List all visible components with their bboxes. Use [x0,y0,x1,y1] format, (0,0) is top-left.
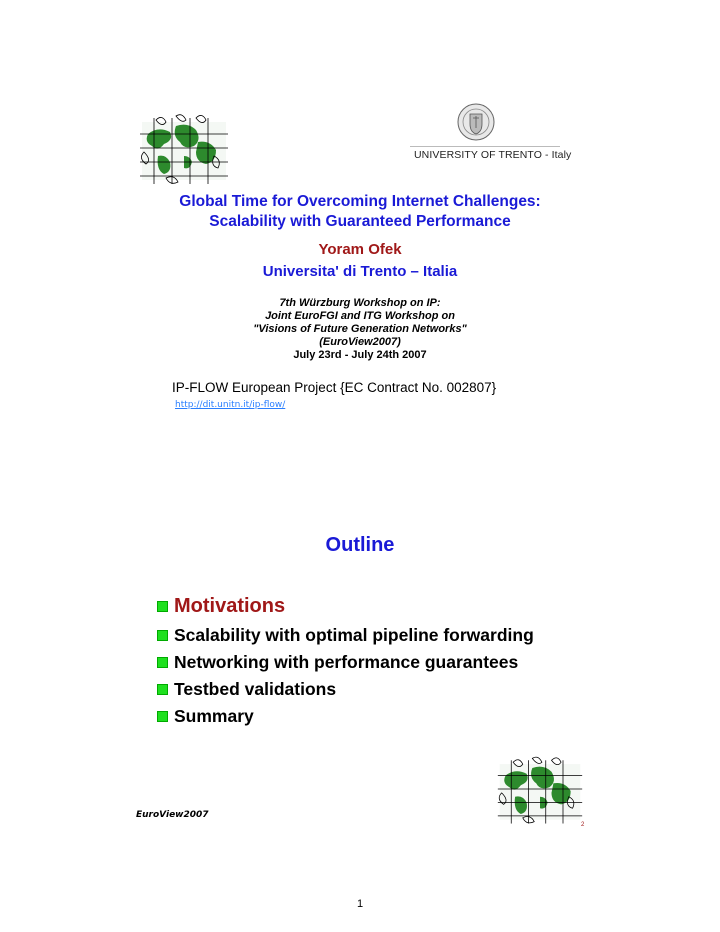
university-name-text: UNIVERSITY OF TRENTO - Italy [414,149,572,161]
globe-network-logo [136,112,232,186]
slide-number: 2 [581,822,585,828]
logo-divider [410,146,560,147]
workshop-line-3: "Visions of Future Generation Networks" [253,323,467,335]
list-item [157,590,534,622]
title-line-2: Scalability with Guaranteed Performance [209,213,511,230]
project-link[interactable]: http://dit.unitn.it/ip-flow/ [175,400,286,410]
author-affiliation: Universita' di Trento – Italia [262,263,458,280]
bullet-text: Scalability with optimal pipeline forwarding [174,625,534,645]
list-item [157,622,534,649]
workshop-line-4: (EuroView2007) [319,336,401,348]
university-of-trento-logo [400,100,572,174]
outline-bullet-list [157,590,534,730]
slide-title [0,192,720,232]
project-info: IP-FLOW European Project {EC Contract No. 002807} [172,380,497,395]
workshop-dates: July 23rd - July 24th 2007 [293,349,427,361]
bullet-text: Summary [174,706,254,726]
title-line-1: Global Time for Overcoming Internet Challenges: [179,193,541,210]
author-name: Yoram Ofek [318,241,402,258]
outline-title: Outline [325,534,395,556]
bullet-text: Testbed validations [174,679,337,699]
workshop-line-2: Joint EuroFGI and ITG Workshop on [265,310,455,322]
list-item [157,649,534,676]
list-item [157,703,534,730]
bullet-text: Motivations [174,594,286,617]
bullet-square-icon [157,684,168,695]
bullet-square-icon [157,711,168,722]
bullet-text: Networking with performance guarantees [174,652,519,672]
bullet-square-icon [157,630,168,641]
bullet-square-icon [157,657,168,668]
list-item [157,676,534,703]
university-seal-icon [456,102,496,142]
page-number: 1 [356,898,364,910]
workshop-info [0,297,720,362]
bullet-square-icon [157,601,168,612]
workshop-line-1: 7th Würzburg Workshop on IP: [279,297,441,309]
footer-conference: EuroView2007 [136,810,209,820]
globe-network-logo-small [494,752,586,828]
